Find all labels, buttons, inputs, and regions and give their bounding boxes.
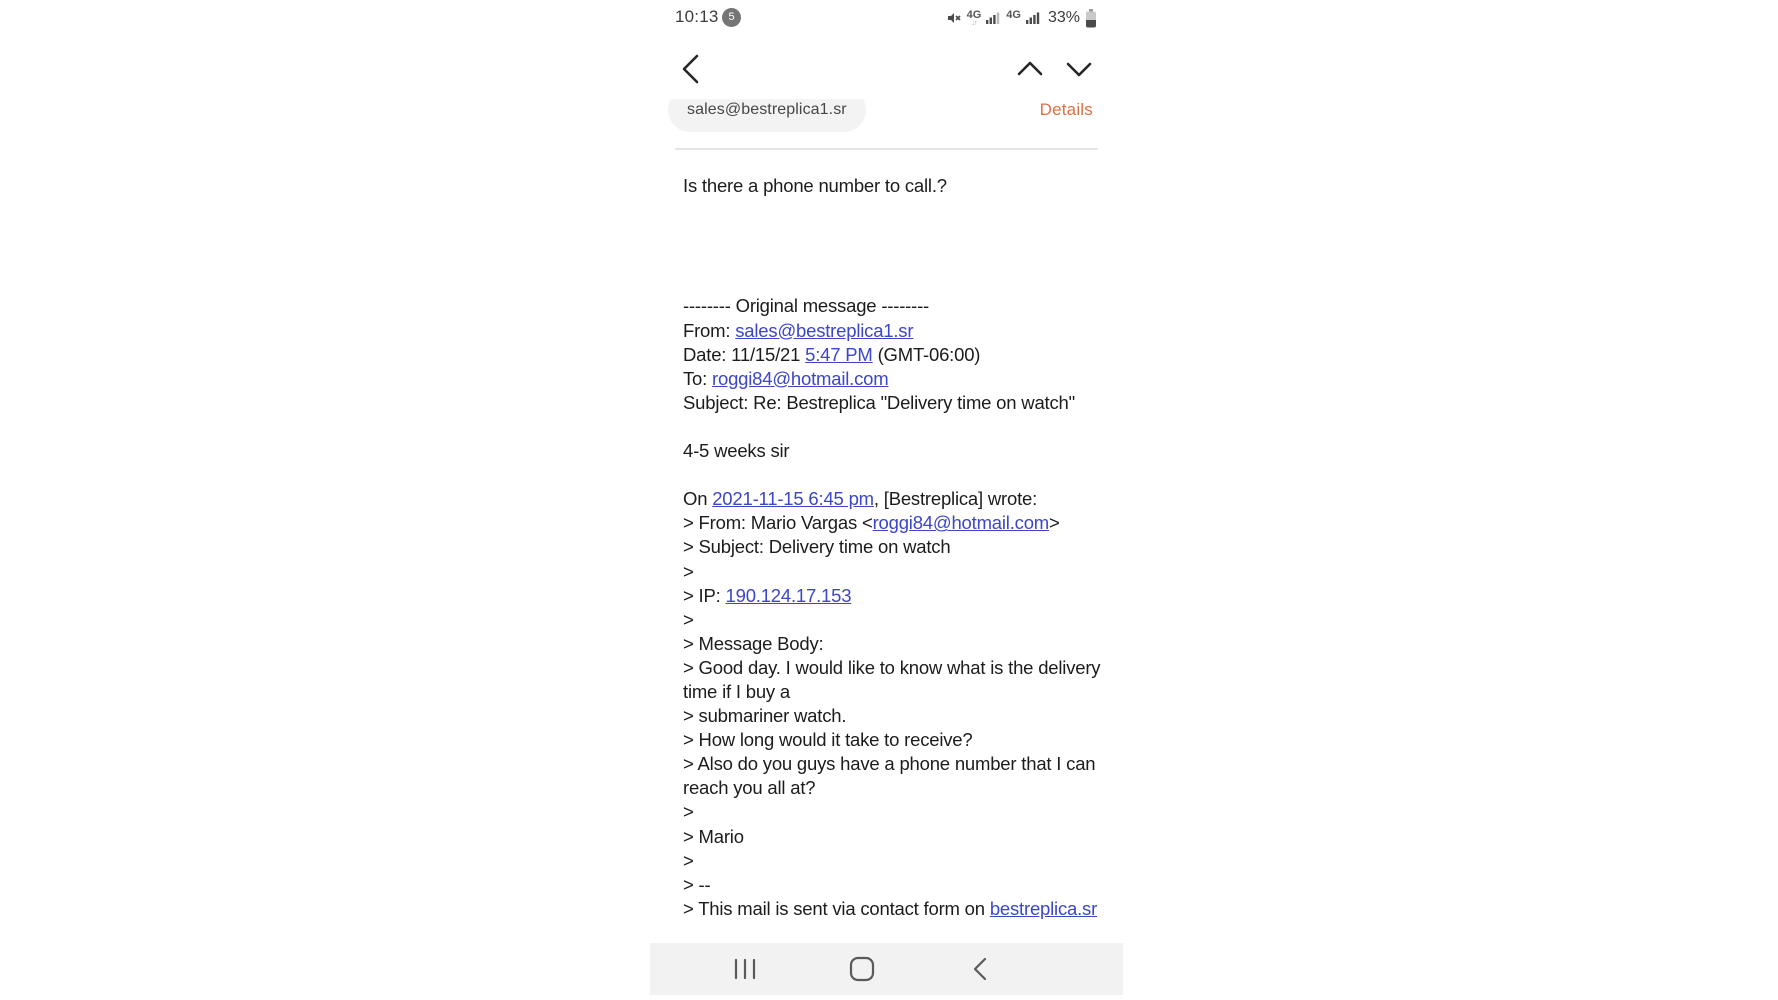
body-line: On 2021-11-15 6:45 pm, [Bestreplica] wrote:: [683, 488, 1038, 510]
body-line: > Subject: Delivery time on watch: [683, 536, 951, 558]
recents-button[interactable]: [717, 943, 773, 995]
app-bar: [650, 40, 1123, 100]
mute-icon: [946, 10, 962, 26]
phone-screenshot: [650, 0, 1123, 1000]
email-link[interactable]: sales@bestreplica1.sr: [735, 319, 914, 341]
body-line: Is there a phone number to call.?: [683, 175, 947, 196]
battery-percent: 33%: [1047, 9, 1080, 26]
nav-back-button[interactable]: [952, 943, 1008, 995]
email-link[interactable]: 2021-11-15 6:45 pm: [712, 488, 874, 510]
email-link[interactable]: roggi84@hotmail.com: [872, 512, 1049, 534]
details-button[interactable]: Details: [1039, 100, 1093, 119]
body-line: [683, 246, 1113, 270]
body-line: [683, 415, 1113, 439]
notification-count-badge: 5: [722, 8, 741, 27]
home-icon: [849, 956, 875, 982]
body-line: 4-5 weeks sir: [683, 440, 790, 462]
body-line: >: [683, 801, 694, 823]
clock: 10:13: [675, 7, 719, 26]
email-link[interactable]: 190.124.17.153: [725, 584, 852, 606]
email-body: [683, 174, 1113, 921]
home-button[interactable]: [834, 943, 890, 995]
body-line: >: [683, 849, 694, 871]
recipient-row: [650, 99, 1123, 134]
body-line: [683, 463, 1113, 487]
body-line: time if I buy a: [683, 680, 791, 702]
body-line: > IP: 190.124.17.153: [683, 584, 852, 606]
body-line: >: [683, 560, 694, 582]
body-line: > submariner watch.: [683, 705, 847, 727]
body-line: Subject: Re: Bestreplica "Delivery time on watch": [683, 391, 1075, 413]
body-line: > How long would it take to receive?: [683, 729, 973, 751]
email-link[interactable]: bestreplica.sr: [989, 897, 1098, 919]
network-type-icon-2: 4G: [1006, 9, 1021, 21]
navigation-bar: [650, 943, 1123, 995]
network-type-icon: 4G ↓↑: [966, 9, 982, 27]
recents-icon: [733, 958, 757, 980]
back-icon: [676, 52, 708, 86]
chevron-down-icon: [1064, 56, 1094, 82]
body-line: > Message Body:: [683, 632, 824, 654]
body-line: Date: 11/15/21 5:47 PM (GMT-06:00): [683, 343, 981, 365]
next-email-button[interactable]: [1064, 56, 1094, 82]
nav-back-icon: [971, 956, 989, 982]
body-line: -------- Original message --------: [683, 295, 930, 317]
body-line: > This mail is sent via contact form on bestreplica.sr: [683, 897, 1098, 919]
back-button[interactable]: [676, 52, 708, 86]
signal-strength-icon-2: [1026, 11, 1041, 25]
header-divider: [675, 148, 1098, 150]
status-bar: [650, 0, 1123, 36]
body-line: [683, 222, 1113, 246]
email-link[interactable]: 5:47 PM: [805, 343, 873, 365]
chevron-up-icon: [1015, 56, 1045, 82]
body-line: > Also do you guys have a phone number that I can: [683, 753, 1096, 775]
body-line: > Mario: [683, 825, 744, 847]
body-line: From: sales@bestreplica1.sr: [683, 319, 914, 341]
body-line: [683, 198, 1113, 222]
body-line: [683, 270, 1113, 294]
status-icons: [946, 5, 1097, 31]
signal-strength-icon: [986, 11, 1001, 25]
body-line: > --: [683, 873, 711, 895]
battery-icon: [1085, 9, 1097, 28]
body-line: To: roggi84@hotmail.com: [683, 367, 889, 389]
sender-chip[interactable]: sales@bestreplica1.sr: [668, 99, 866, 132]
body-line: > Good day. I would like to know what is the delivery: [683, 656, 1101, 678]
previous-email-button[interactable]: [1015, 56, 1045, 82]
body-line: >: [683, 608, 694, 630]
body-line: > From: Mario Vargas <roggi84@hotmail.com>: [683, 512, 1060, 534]
email-link[interactable]: roggi84@hotmail.com: [712, 367, 889, 389]
body-line: reach you all at?: [683, 777, 816, 799]
